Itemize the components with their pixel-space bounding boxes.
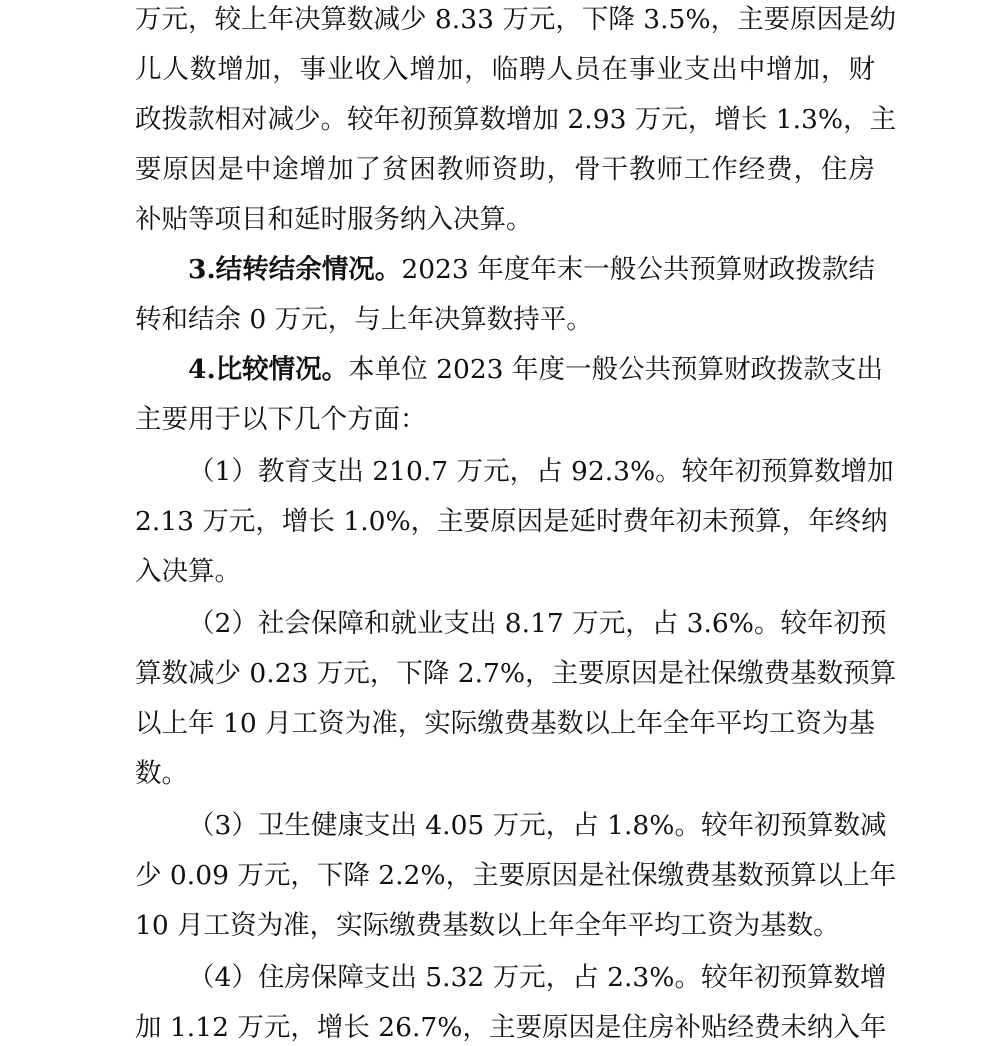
section-3-line-1: [188, 252, 875, 288]
item-2-line-3: 以上年 10 月工资为准，实际缴费基数以上年全年平均工资为基: [135, 708, 875, 739]
item-2-line-1: （2）社会保障和就业支出 8.17 万元，占 3.6%。较年初预: [188, 608, 887, 639]
paragraph-line-4: 要原因是中途增加了贫困教师资助，骨干教师工作经费，住房: [135, 154, 875, 185]
paragraph-line-2: 儿人数增加，事业收入增加，临聘人员在事业支出中增加，财: [135, 54, 875, 85]
item-1-line-3: 入决算。: [135, 556, 241, 587]
item-2-line-2: 算数减少 0.23 万元，下降 2.7%，主要原因是社保缴费基数预算: [135, 658, 897, 689]
item-3-line-2: 少 0.09 万元，下降 2.2%，主要原因是社保缴费基数预算以上年: [135, 860, 897, 891]
section-3-line-2: 转和结余 0 万元，与上年决算数持平。: [135, 304, 593, 335]
paragraph-line-3: 政拨款相对减少。较年初预算数增加 2.93 万元，增长 1.3%，主: [135, 104, 897, 135]
paragraph-line-5: 补贴等项目和延时服务纳入决算。: [135, 204, 533, 235]
section-4-line-2: 主要用于以下几个方面：: [135, 404, 427, 435]
section-3-heading: 3.结转结余情况。: [188, 254, 402, 285]
item-4-line-2: 加 1.12 万元，增长 26.7%，主要原因是住房补贴经费未纳入年: [135, 1012, 887, 1043]
section-4-line-1: [188, 352, 883, 388]
section-4-text: 本单位 2023 年度一般公共预算财政拨款支出: [348, 354, 883, 385]
item-3-line-1: （3）卫生健康支出 4.05 万元，占 1.8%。较年初预算数减: [188, 810, 887, 841]
section-4-heading: 4.比较情况。: [188, 354, 349, 385]
section-3-text: 2023 年度年末一般公共预算财政拨款结: [401, 254, 875, 285]
item-1-line-1: （1）教育支出 210.7 万元，占 92.3%。较年初预算数增加: [188, 456, 894, 487]
item-1-line-2: 2.13 万元，增长 1.0%，主要原因是延时费年初未预算，年终纳: [135, 506, 888, 537]
paragraph-line-1: 万元，较上年决算数减少 8.33 万元，下降 3.5%，主要原因是幼: [135, 4, 897, 35]
item-4-line-1: （4）住房保障支出 5.32 万元，占 2.3%。较年初预算数增: [188, 962, 887, 993]
item-2-line-4: 数。: [135, 758, 188, 789]
item-3-line-3: 10 月工资为准，实际缴费基数以上年全年平均工资为基数。: [135, 910, 840, 941]
